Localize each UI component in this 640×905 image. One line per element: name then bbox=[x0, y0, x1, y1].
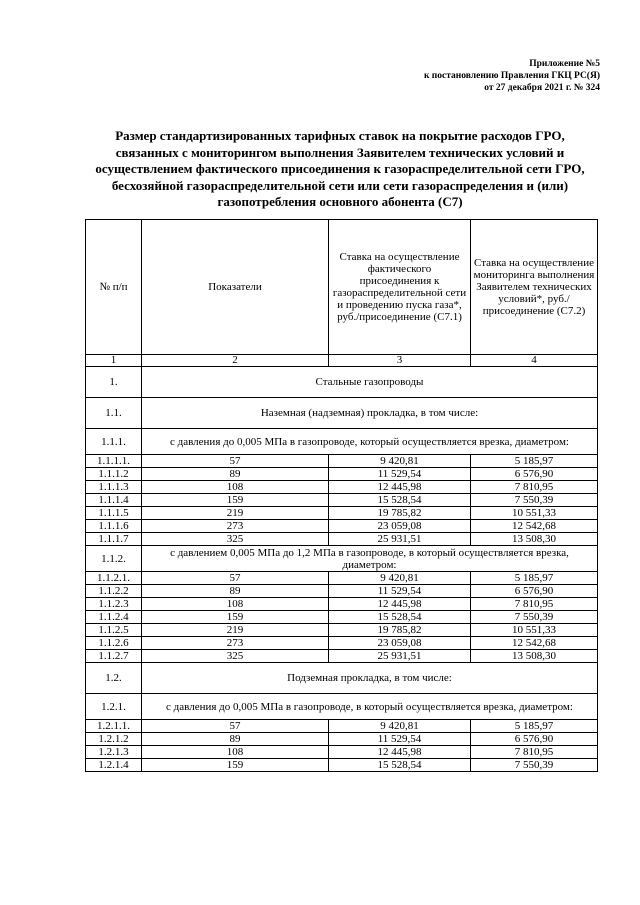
row-c72: 13 508,30 bbox=[471, 533, 598, 546]
row-diameter: 108 bbox=[142, 481, 329, 494]
row-c72: 7 550,39 bbox=[471, 759, 598, 772]
table-row bbox=[86, 611, 598, 624]
row-c72: 5 185,97 bbox=[471, 455, 598, 468]
row-c72: 12 542,68 bbox=[471, 520, 598, 533]
row-c71: 11 529,54 bbox=[329, 468, 471, 481]
row-diameter: 89 bbox=[142, 733, 329, 746]
row-num: 1.1.2.6 bbox=[86, 637, 142, 650]
row-c72: 7 550,39 bbox=[471, 611, 598, 624]
row-num: 1.2.1.4 bbox=[86, 759, 142, 772]
section-label: Наземная (надземная) прокладка, в том числе: bbox=[142, 398, 598, 429]
row-diameter: 57 bbox=[142, 455, 329, 468]
row-diameter: 108 bbox=[142, 598, 329, 611]
section-num: 1. bbox=[86, 367, 142, 398]
row-c72: 5 185,97 bbox=[471, 720, 598, 733]
section-label: Подземная прокладка, в том числе: bbox=[142, 663, 598, 694]
row-diameter: 219 bbox=[142, 624, 329, 637]
section-row bbox=[86, 367, 598, 398]
row-num: 1.1.1.5 bbox=[86, 507, 142, 520]
row-c71: 15 528,54 bbox=[329, 611, 471, 624]
row-num: 1.1.1.1. bbox=[86, 455, 142, 468]
table-row bbox=[86, 759, 598, 772]
header-c71: Ставка на осуществление фактического присоединения к газораспределительной сети и проведению пуска газа*, руб./присоединение (С7.1) bbox=[329, 220, 471, 355]
row-c72: 7 810,95 bbox=[471, 746, 598, 759]
subsection-num: 1.2.1. bbox=[86, 694, 142, 720]
row-c72: 5 185,97 bbox=[471, 572, 598, 585]
table-row bbox=[86, 468, 598, 481]
table-row bbox=[86, 455, 598, 468]
row-num: 1.1.2.5 bbox=[86, 624, 142, 637]
row-c72: 7 810,95 bbox=[471, 481, 598, 494]
row-diameter: 89 bbox=[142, 585, 329, 598]
appendix-date: от 27 декабря 2021 г. № 324 bbox=[484, 83, 600, 93]
row-c72: 12 542,68 bbox=[471, 637, 598, 650]
subsection-row bbox=[86, 546, 598, 572]
row-c71: 19 785,82 bbox=[329, 507, 471, 520]
column-number: 2 bbox=[142, 355, 329, 367]
table-row bbox=[86, 650, 598, 663]
row-num: 1.1.1.4 bbox=[86, 494, 142, 507]
column-number-row bbox=[86, 355, 598, 367]
row-num: 1.2.1.3 bbox=[86, 746, 142, 759]
subsection-label: с давлением 0,005 МПа до 1,2 МПа в газопроводе, в который осуществляется врезка, диаметром: bbox=[142, 546, 598, 572]
column-number: 3 bbox=[329, 355, 471, 367]
section-num: 1.2. bbox=[86, 663, 142, 694]
row-diameter: 89 bbox=[142, 468, 329, 481]
header-indicator: Показатели bbox=[142, 220, 329, 355]
table-row bbox=[86, 746, 598, 759]
row-c71: 12 445,98 bbox=[329, 481, 471, 494]
column-number: 4 bbox=[471, 355, 598, 367]
table-row bbox=[86, 507, 598, 520]
row-num: 1.1.1.3 bbox=[86, 481, 142, 494]
rates-table bbox=[85, 219, 598, 772]
appendix-block bbox=[424, 58, 600, 94]
row-num: 1.1.1.2 bbox=[86, 468, 142, 481]
subsection-num: 1.1.2. bbox=[86, 546, 142, 572]
table-row bbox=[86, 637, 598, 650]
row-num: 1.1.1.6 bbox=[86, 520, 142, 533]
row-num: 1.1.2.2 bbox=[86, 585, 142, 598]
table-row bbox=[86, 520, 598, 533]
row-c72: 6 576,90 bbox=[471, 585, 598, 598]
document-title: Размер стандартизированных тарифных ставок на покрытие расходов ГРО, связанных с мониторингом выполнения Заявителем технических условий и осуществлением фактического присоединения к газораспределительной сети ГРО, бесхозяйной газораспределительной сети или сети газораспределения и (или) газопотребления основного абонента (С7) bbox=[95, 128, 585, 209]
table-row bbox=[86, 481, 598, 494]
row-num: 1.1.2.3 bbox=[86, 598, 142, 611]
row-diameter: 273 bbox=[142, 637, 329, 650]
table-row bbox=[86, 720, 598, 733]
row-c71: 9 420,81 bbox=[329, 455, 471, 468]
row-c72: 10 551,33 bbox=[471, 624, 598, 637]
section-row bbox=[86, 398, 598, 429]
row-diameter: 159 bbox=[142, 611, 329, 624]
row-num: 1.1.2.7 bbox=[86, 650, 142, 663]
row-c72: 10 551,33 bbox=[471, 507, 598, 520]
row-diameter: 159 bbox=[142, 494, 329, 507]
section-label: Стальные газопроводы bbox=[142, 367, 598, 398]
section-row bbox=[86, 663, 598, 694]
row-c71: 12 445,98 bbox=[329, 746, 471, 759]
row-num: 1.1.1.7 bbox=[86, 533, 142, 546]
row-num: 1.1.2.1. bbox=[86, 572, 142, 585]
row-c71: 19 785,82 bbox=[329, 624, 471, 637]
subsection-row bbox=[86, 429, 598, 455]
row-c72: 6 576,90 bbox=[471, 468, 598, 481]
table-row bbox=[86, 585, 598, 598]
row-c71: 15 528,54 bbox=[329, 759, 471, 772]
row-c71: 9 420,81 bbox=[329, 720, 471, 733]
table-row bbox=[86, 733, 598, 746]
table-row bbox=[86, 624, 598, 637]
row-c72: 6 576,90 bbox=[471, 733, 598, 746]
header-num: № п/п bbox=[86, 220, 142, 355]
row-c71: 23 059,08 bbox=[329, 637, 471, 650]
row-diameter: 219 bbox=[142, 507, 329, 520]
header-c72: Ставка на осуществление мониторинга выполнения Заявителем технических условий*, руб./присоединение (С7.2) bbox=[471, 220, 598, 355]
row-c72: 7 550,39 bbox=[471, 494, 598, 507]
appendix-resolution: к постановлению Правления ГКЦ РС(Я) bbox=[423, 71, 600, 81]
row-c72: 7 810,95 bbox=[471, 598, 598, 611]
row-c71: 15 528,54 bbox=[329, 494, 471, 507]
header-row bbox=[86, 220, 598, 355]
row-c71: 25 931,51 bbox=[329, 650, 471, 663]
column-number: 1 bbox=[86, 355, 142, 367]
row-c71: 11 529,54 bbox=[329, 585, 471, 598]
row-num: 1.2.1.2 bbox=[86, 733, 142, 746]
row-diameter: 108 bbox=[142, 746, 329, 759]
table-row bbox=[86, 533, 598, 546]
subsection-label: с давления до 0,005 МПа в газопроводе, в который осуществляется врезка, диаметром: bbox=[142, 694, 598, 720]
section-num: 1.1. bbox=[86, 398, 142, 429]
row-c72: 13 508,30 bbox=[471, 650, 598, 663]
subsection-row bbox=[86, 694, 598, 720]
table-row bbox=[86, 572, 598, 585]
table-row bbox=[86, 494, 598, 507]
row-diameter: 159 bbox=[142, 759, 329, 772]
row-diameter: 325 bbox=[142, 650, 329, 663]
row-c71: 9 420,81 bbox=[329, 572, 471, 585]
row-diameter: 325 bbox=[142, 533, 329, 546]
row-c71: 11 529,54 bbox=[329, 733, 471, 746]
row-num: 1.1.2.4 bbox=[86, 611, 142, 624]
table-row bbox=[86, 598, 598, 611]
row-c71: 23 059,08 bbox=[329, 520, 471, 533]
row-num: 1.2.1.1. bbox=[86, 720, 142, 733]
row-diameter: 57 bbox=[142, 720, 329, 733]
appendix-number: Приложение №5 bbox=[529, 59, 600, 69]
row-diameter: 57 bbox=[142, 572, 329, 585]
subsection-label: с давления до 0,005 МПа в газопроводе, который осуществляется врезка, диаметром: bbox=[142, 429, 598, 455]
row-diameter: 273 bbox=[142, 520, 329, 533]
row-c71: 25 931,51 bbox=[329, 533, 471, 546]
row-c71: 12 445,98 bbox=[329, 598, 471, 611]
subsection-num: 1.1.1. bbox=[86, 429, 142, 455]
